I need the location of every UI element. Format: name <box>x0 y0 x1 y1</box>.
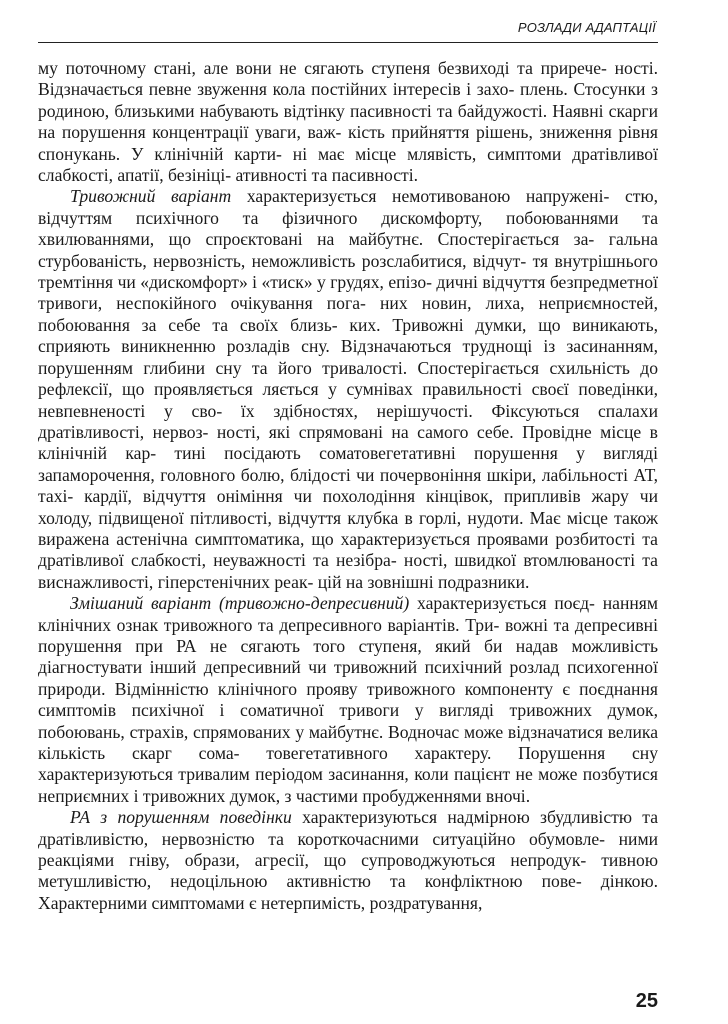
term-anxious-variant: Тривожний варіант <box>70 186 232 207</box>
section-title: РОЗЛАДИ АДАПТАЦІЇ <box>517 20 656 35</box>
term-behavior-disorder: РА з порушенням поведінки <box>70 807 292 828</box>
page-number: 25 <box>635 990 658 1012</box>
paragraph-anxious-variant: Тривожний варіант характеризується немотивованою напружені- стю, відчуттям психічного та фізичного дискомфорту, побоюваннями та хвилюваннями, що спроєктовані на майбутнє. Спостерігається за- гальна стурбованість, нервозність, неможливість розслабитися, відчут- тя внутрішнього тремтіння чи «дискомфорт» і «тиск» у грудях, епізо- дичні відчуття безпредметної тривоги, неспокійного очікування пога- них новин, лиха, неприємностей, побоювання за себе та своїх близь- ких. Тривожні думки, що виникають, сприяють виникненню розладів сну. Відзначаються труднощі із засинанням, порушенням глибини сну та його тривалості. Спостерігається схильність до рефлексії, що проявляється ляється у сумнівах правильності своєї поведінки, невпевненості у сво- їх здібностях, нерішучості. Фіксуються спалахи дратівливості, нервоз- ності, які спрямовані на самого себе. Провідне місце в клінічній кар- тині посідають соматовегетативні порушення у вигляді запаморочення, головного болю, блідості чи почервоніння шкіри, лабільності АТ, тахі- кардії, відчуття оніміння чи похолодіння кінцівок, припливів жару чи холоду, підвищеної пітливості, відчуття клубка в горлі, нудоти. Має місце також виражена астенічна симптоматика, що характеризується проявами розбитості та дратівливої слабкості, неуважності та незібра- ності, швидкої втомлюваності та виснажливості, гіперстенічних реак- цій на зовнішні подразники. <box>38 186 659 592</box>
paragraph-continuation: му поточному стані, але вони не сягають ступеня безвиході та приречe- ності. Відзначається певне звуження кола постійних інтересів і захо- плень. Стосунки з родиною, близькими набувають відтінку пасивності та байдужості. Наявні скарги на порушення концентрації уваги, важ- кість прийняття рішень, зниження рівня спонукань. У клінічній карти- ні має місце млявість, симптоми дратівливої слабкості, апатії, безініці- ативності та пасивності. <box>38 58 659 186</box>
paragraph-behavior-disorder: РА з порушенням поведінки характеризуються надмірною збудливістю та дратівливістю, нервозністю та короткочасними ситуаційно обумовле- ними реакціями гніву, образи, агресії, що супроводжуються непродук- тивною метушливістю, недоцільною активністю та конфліктною пове- дінкою. Характерними симптомами є нетерпимість, роздратування, <box>38 807 659 913</box>
term-mixed-variant: Змішаний варіант (тривожно-депресивний) <box>70 593 410 614</box>
running-header <box>38 14 658 43</box>
body-text <box>38 58 658 914</box>
paragraph-mixed-variant: Змішаний варіант (тривожно-депресивний) характеризується поєд- нанням клінічних ознак тривожного та депресивного варіантів. Три- вожні та депресивні порушення при РА не сягають того ступеня, який би надав можливість діагностувати інший депресивний чи тривожний психічний розлад психогенної природи. Відмінністю клінічного прояву тривожного компоненту є поєднання симптомів психічної і соматичної тривоги у вигляді тривожних думок, побоювань, страхів, спрямованих у майбутнє. Водночас може відзначатися велика кількість скарг сома- товегетативного характеру. Порушення сну характеризуються тривалим періодом засинання, коли пацієнт не може позбутися неприємних і тривожних думок, з частими пробудженнями вночі. <box>38 593 659 806</box>
